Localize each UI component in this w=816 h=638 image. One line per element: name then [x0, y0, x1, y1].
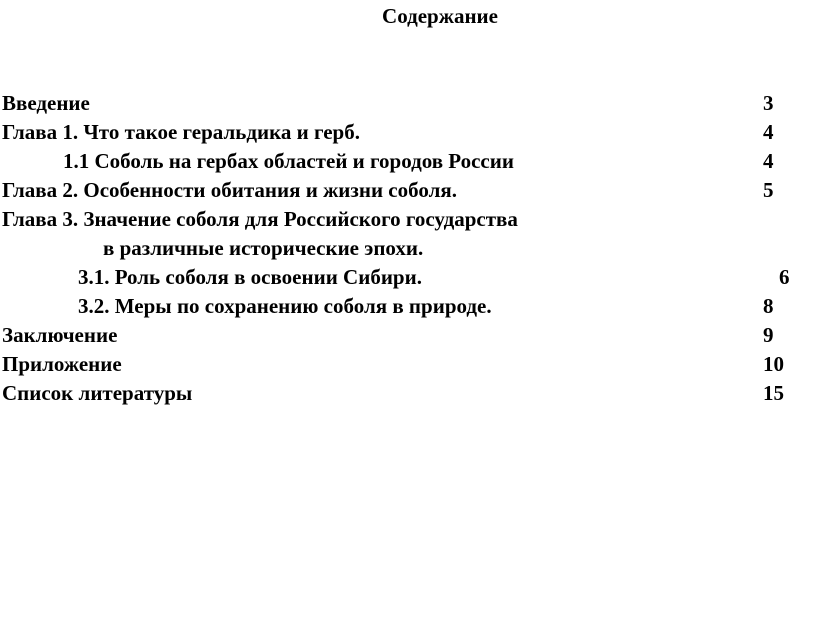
- toc-entry-references: Список литературы: [2, 381, 193, 405]
- toc-page-chapter-2: 5: [763, 178, 774, 202]
- toc-entry-chapter-3-continued: в различные исторические эпохи.: [103, 236, 424, 260]
- toc-entry-section-3-2: 3.2. Меры по сохранению соболя в природе.: [78, 294, 492, 318]
- toc-page-section-3-2: 8: [763, 294, 774, 318]
- toc-page-section-3-1: 6: [779, 265, 790, 289]
- toc-entry-section-1-1: 1.1 Соболь на гербах областей и городов России: [63, 149, 514, 173]
- toc-entry-introduction: Введение: [2, 91, 90, 115]
- toc-page-chapter-1: 4: [763, 120, 774, 144]
- toc-entry-conclusion: Заключение: [2, 323, 118, 347]
- toc-page-appendix: 10: [763, 352, 784, 376]
- toc-page-conclusion: 9: [763, 323, 774, 347]
- toc-entry-appendix: Приложение: [2, 352, 122, 376]
- toc-title: Содержание: [382, 4, 498, 28]
- toc-page-introduction: 3: [763, 91, 774, 115]
- toc-entry-chapter-1: Глава 1. Что такое геральдика и герб.: [2, 120, 360, 144]
- toc-page-section-1-1: 4: [763, 149, 774, 173]
- toc-entry-section-3-1: 3.1. Роль соболя в освоении Сибири.: [78, 265, 422, 289]
- toc-page-references: 15: [763, 381, 784, 405]
- toc-entry-chapter-2: Глава 2. Особенности обитания и жизни соболя.: [2, 178, 457, 202]
- toc-entry-chapter-3: Глава 3. Значение соболя для Российского государства: [2, 207, 518, 231]
